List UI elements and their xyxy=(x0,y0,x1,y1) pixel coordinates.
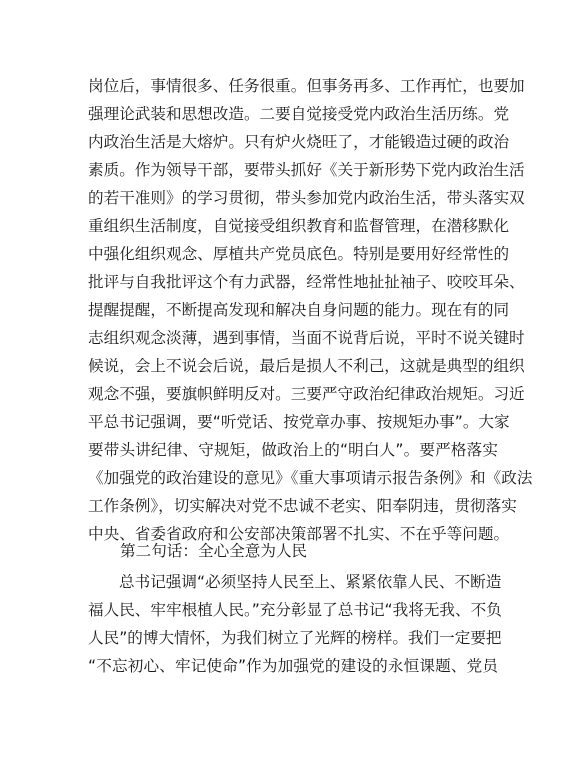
text-line: 强理论武装和思想改造。二要自觉接受党内政治生活历练。党 xyxy=(88,105,510,123)
text-line: 中强化组织观念、厚植共产党员底色。特别是要用好经常性的 xyxy=(88,245,510,263)
text-line: 工作条例》，切实解决对党不忠诚不老实、阳奉阴违，贯彻落实 xyxy=(88,497,517,515)
text-line: 平总书记强调，要“听党话、按党章办事、按规矩办事”。大家 xyxy=(88,413,510,431)
body-paragraph xyxy=(88,72,533,548)
text-line: 《加强党的政治建设的意见》《重大事项请示报告条例》和《政法 xyxy=(88,469,533,487)
text-line: 福人民、牢牢根植人民。”充分彰显了总书记“我将无我、不负 xyxy=(88,601,502,619)
text-line: 批评与自我批评这个有力武器，经常性地扯扯袖子、咬咬耳朵、 xyxy=(88,273,525,291)
body-paragraph xyxy=(88,568,502,680)
text-line: 观念不强，要旗帜鲜明反对。三要严守政治纪律政治规矩。习近 xyxy=(88,385,525,403)
text-line: 总书记强调“必须坚持人民至上、紧紧依靠人民、不断造 xyxy=(119,573,502,591)
text-line: 的若干准则》的学习贯彻，带头参加党内政治生活，带头落实双 xyxy=(88,189,525,207)
section-heading: 第二句话：全心全意为人民 xyxy=(120,542,308,560)
text-line: 人民”的博大情怀，为我们树立了光辉的榜样。我们一定要把 xyxy=(88,629,502,647)
text-line: “不忘初心、牢记使命”作为加强党的建设的永恒课题、党员 xyxy=(88,657,498,675)
text-line: 志组织观念淡薄，遇到事情，当面不说背后说，平时不说关键时 xyxy=(88,329,525,347)
text-line: 内政治生活是大熔炉。只有炉火烧旺了，才能锻造过硬的政治 xyxy=(88,133,510,151)
text-line: 提醒提醒，不断提高发现和解决自身问题的能力。现在有的同 xyxy=(88,301,510,319)
text-line: 素质。作为领导干部，要带头抓好《关于新形势下党内政治生活 xyxy=(88,161,525,179)
text-line: 候说，会上不说会后说，最后是损人不利己，这就是典型的组织 xyxy=(88,357,525,375)
text-line: 重组织生活制度，自觉接受组织教育和监督管理，在潜移默化 xyxy=(88,217,510,235)
text-line: 中央、省委省政府和公安部决策部署不扎实、不在乎等问题。 xyxy=(88,525,510,543)
text-line: 岗位后，事情很多、任务很重。但事务再多、工作再忙，也要加 xyxy=(88,77,525,95)
text-line: 要带头讲纪律、守规矩，做政治上的“明白人”。要严格落实 xyxy=(88,441,498,459)
